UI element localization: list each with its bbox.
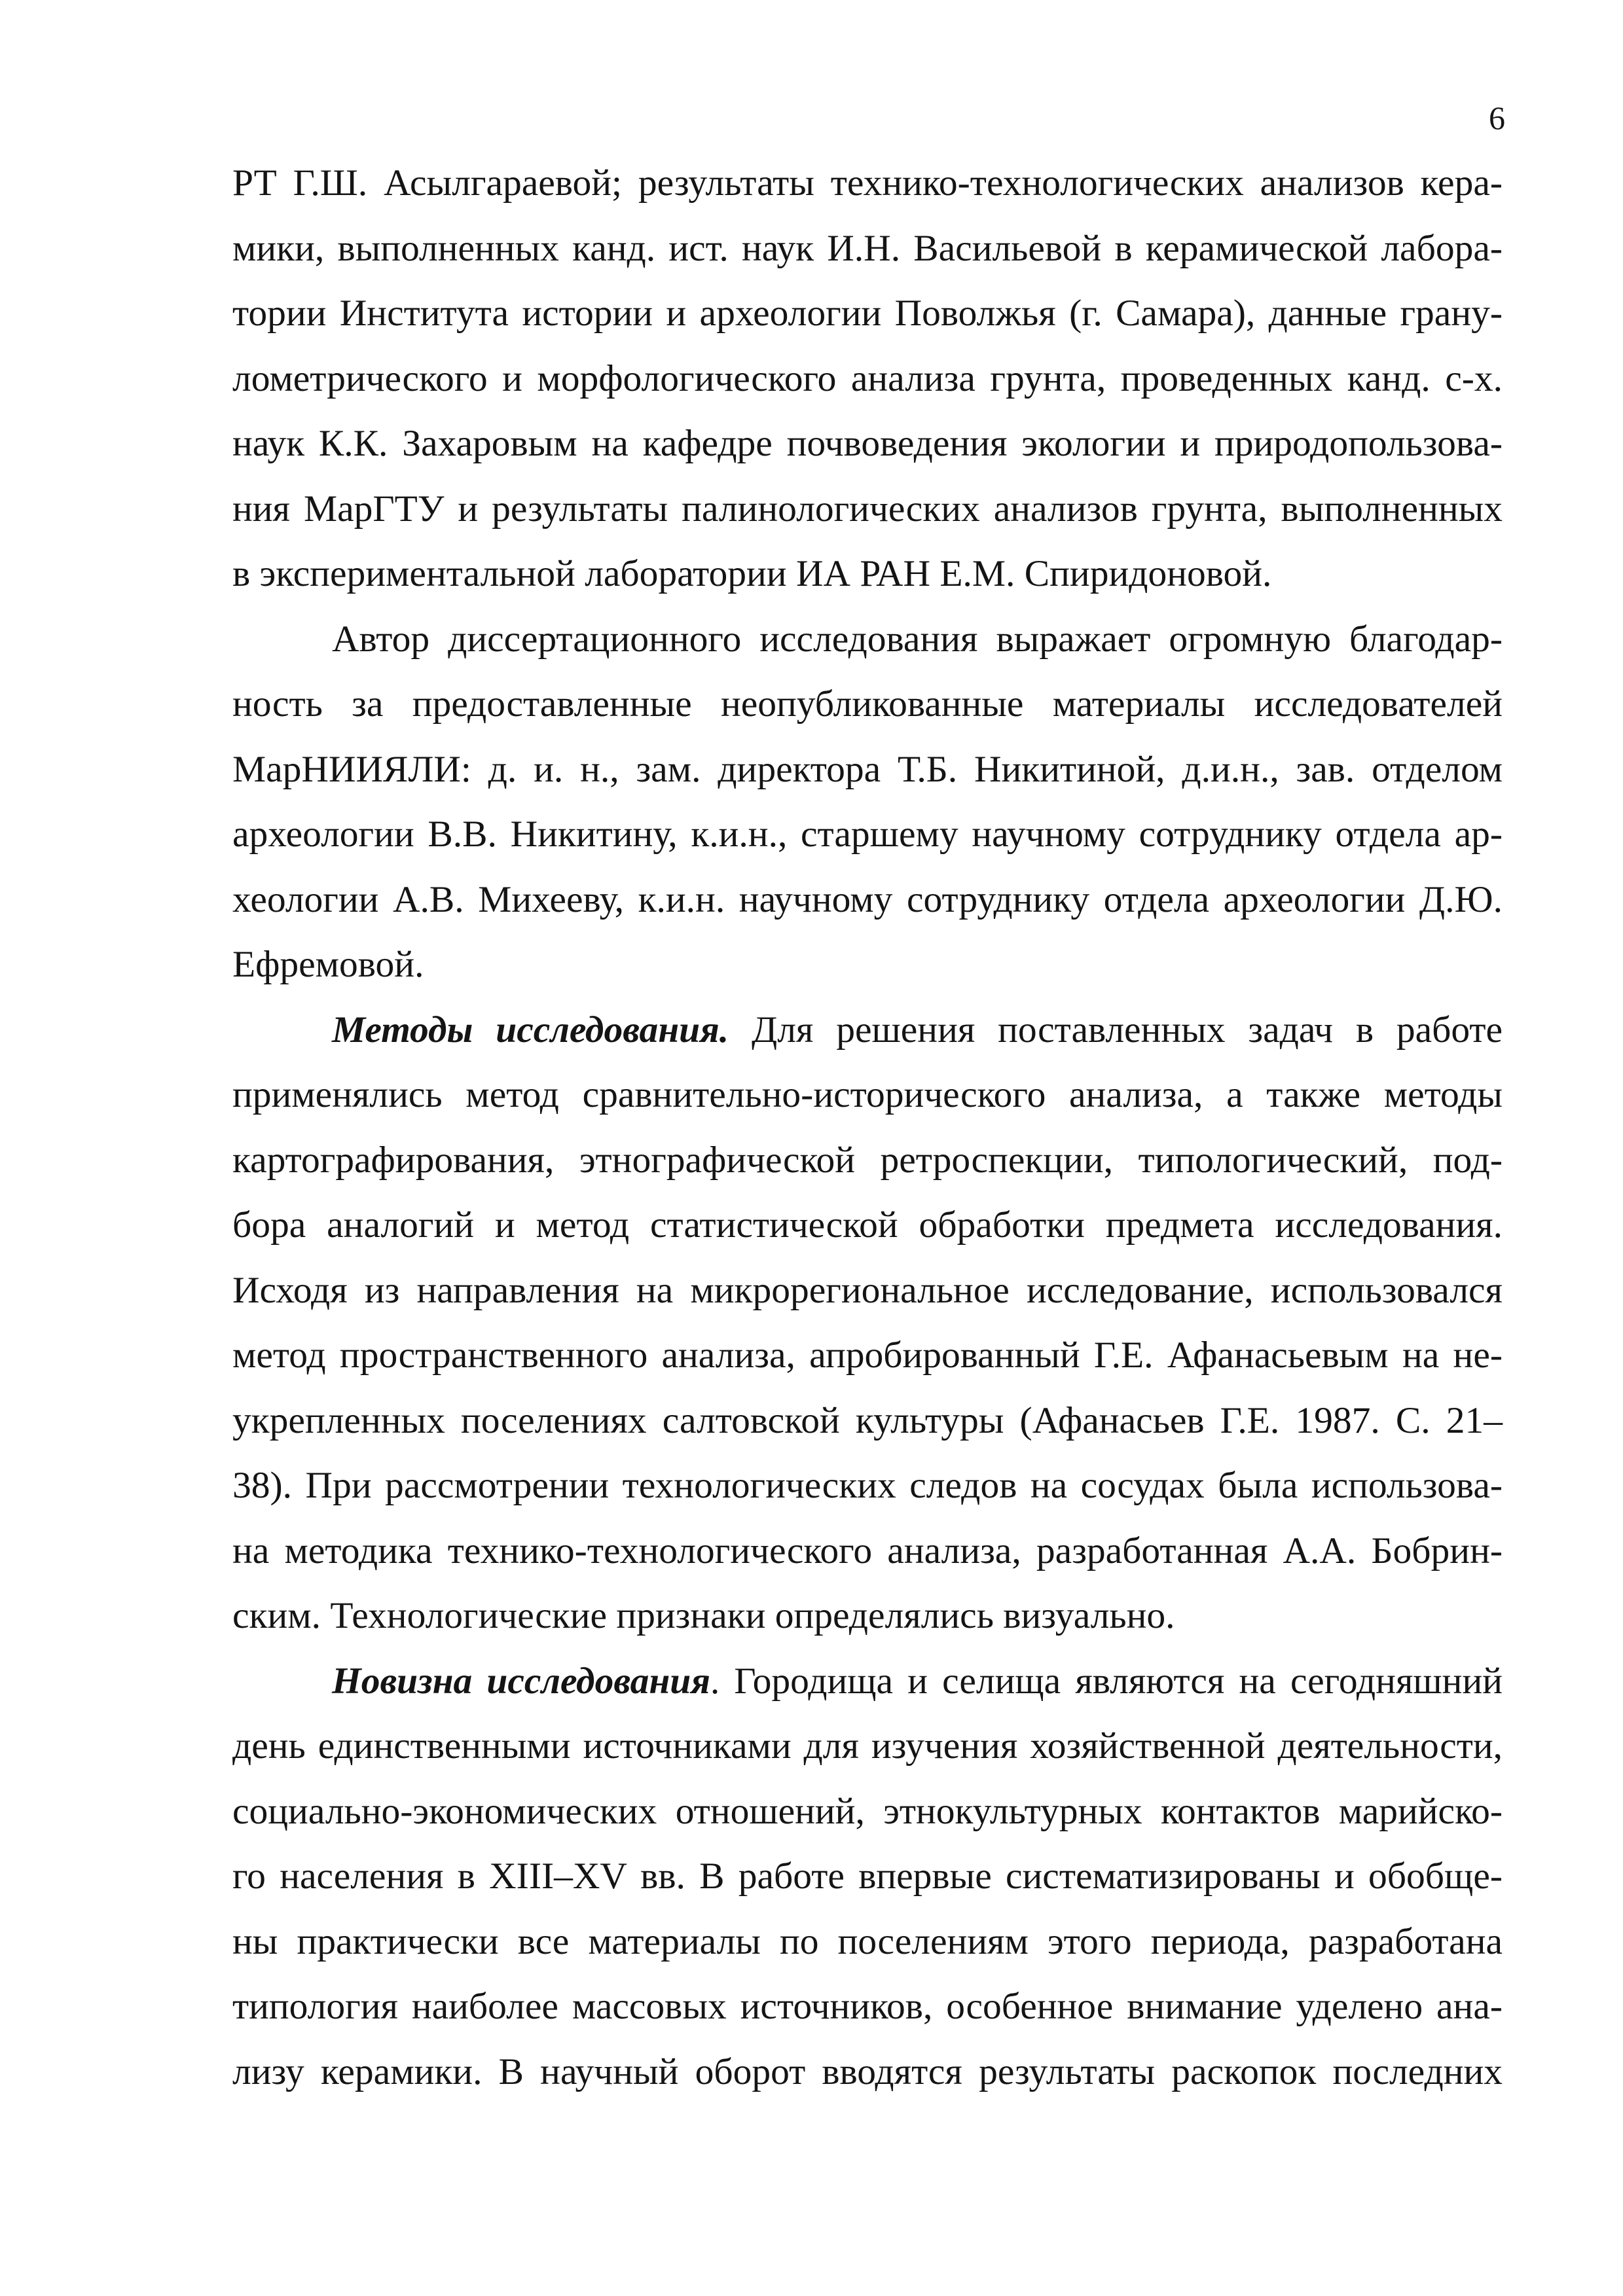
section-heading: Новизна исследования <box>332 1660 710 1702</box>
paragraph-methods <box>232 997 1503 1649</box>
text-line: мики, выполненных канд. ист. наук И.Н. Васильевой в керамической лабора- <box>232 227 1503 269</box>
text-line: Ефремовой. <box>232 944 424 985</box>
text-line: лизу керамики. В научный оборот вводятся результаты раскопок последних <box>232 2051 1503 2092</box>
text-line: хеологии А.В. Михееву, к.и.н. научному сотруднику отдела археологии Д.Ю. <box>232 878 1503 920</box>
section-heading: Методы исследования. <box>332 1009 729 1050</box>
text-line: Автор диссертационного исследования выражает огромную благодар- <box>332 618 1503 660</box>
text-line: социально-экономических отношений, этнокультурных контактов марийско- <box>232 1790 1503 1832</box>
text-line: ность за предоставленные неопубликованные материалы исследователей <box>232 683 1503 725</box>
text-line: го населения в XIII–XV вв. В работе впервые систематизированы и обобще- <box>232 1856 1503 1897</box>
text-line: Исходя из направления на микрорегиональное исследование, использовался <box>232 1269 1503 1311</box>
paragraph <box>232 151 1503 607</box>
paragraph <box>232 607 1503 997</box>
text-line: лометрического и морфологического анализа грунта, проведенных канд. с-х. <box>232 357 1503 399</box>
text-line: на методика технико-технологического анализа, разработанная А.А. Бобрин- <box>232 1530 1503 1571</box>
text-line: ния МарГТУ и результаты палинологических анализов грунта, выполненных <box>232 488 1503 529</box>
text-line: наук К.К. Захаровым на кафедре почвоведения экологии и природопользова- <box>232 423 1503 464</box>
document-body <box>232 151 1503 2104</box>
text-line: бора аналогий и метод статистической обработки предмета исследования. <box>232 1204 1503 1246</box>
text-line <box>232 1649 1503 1714</box>
text-line: 38). При рассмотрении технологических следов на сосудах была использова- <box>232 1465 1503 1506</box>
text-line <box>232 997 1503 1063</box>
page-number: 6 <box>1489 99 1505 136</box>
text-line: день единственными источниками для изучения хозяйственной деятельности, <box>232 1725 1503 1767</box>
text-line: типология наиболее массовых источников, особенное внимание уделено ана- <box>232 1986 1503 2027</box>
text-run: . Городища и селища являются на сегодняшний <box>710 1660 1503 1702</box>
text-line: РТ Г.Ш. Асылгараевой; результаты технико-технологических анализов кера- <box>232 162 1503 204</box>
text-line: применялись метод сравнительно-исторического анализа, а также методы <box>232 1074 1503 1115</box>
text-line: в экспериментальной лаборатории ИА РАН Е.М. Спиридоновой. <box>232 553 1272 594</box>
text-line: укрепленных поселениях салтовской культуры (Афанасьев Г.Е. 1987. С. 21– <box>232 1399 1503 1441</box>
text-line: метод пространственного анализа, апробированный Г.Е. Афанасьевым на не- <box>232 1335 1503 1376</box>
text-run: Для решения поставленных задач в работе <box>752 1009 1503 1050</box>
text-line: тории Института истории и археологии Поволжья (г. Самара), данные грану- <box>232 293 1503 334</box>
text-line: МарНИИЯЛИ: д. и. н., зам. директора Т.Б. Никитиной, д.и.н., зав. отделом <box>232 748 1503 790</box>
text-line: археологии В.В. Никитину, к.и.н., старшему научному сотруднику отдела ар- <box>232 814 1503 855</box>
text-line: ны практически все материалы по поселениям этого периода, разработана <box>232 1920 1503 1962</box>
text-line: ским. Технологические признаки определялись визуально. <box>232 1595 1175 1636</box>
paragraph-novelty <box>232 1649 1503 2105</box>
text-line: картографирования, этнографической ретроспекции, типологический, под- <box>232 1139 1503 1181</box>
